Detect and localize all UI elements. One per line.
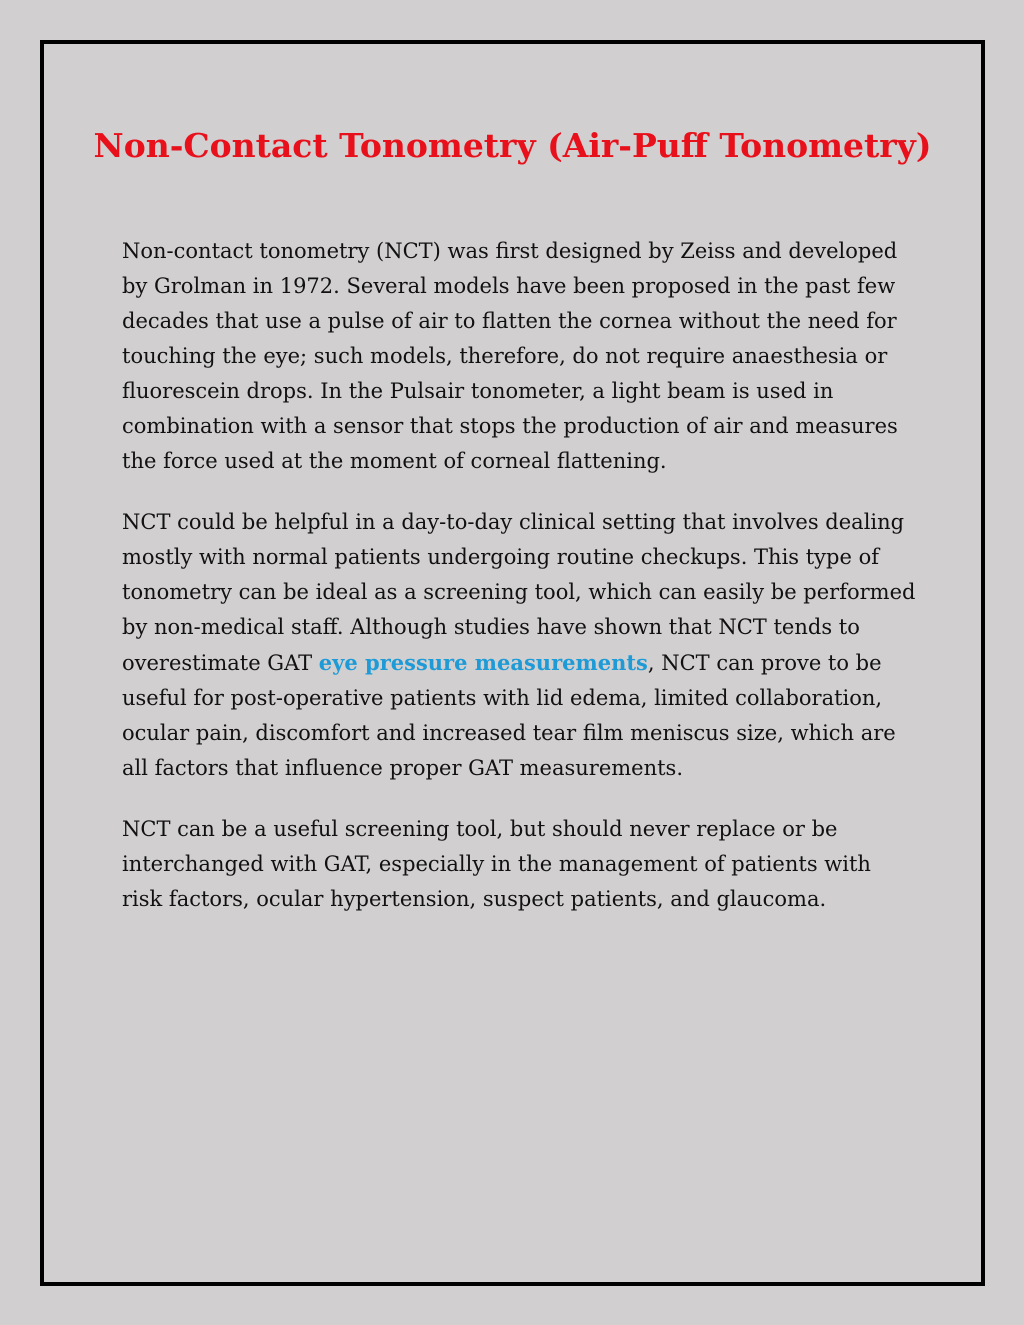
page-title: Non-Contact Tonometry (Air-Puff Tonometry) [93,126,932,165]
paragraph-2 [122,505,917,786]
paragraph-2-text-after: , NCT can prove to be useful for post-operative patients with lid edema, limited collaboration, ocular pain, discomfort and increased tear film meniscus size, which are all factors that influence proper GAT measurements. [122,651,896,780]
paragraph-2-text-before: NCT could be helpful in a day-to-day clinical setting that involves dealing mostly with normal patients undergoing routine checkups. This type of tonometry can be ideal as a screening tool, which can easily be performed by non-medical staff. Although studies have shown that NCT tends to overestimate GAT [122,510,916,675]
document-page [40,40,985,1286]
eye-pressure-measurements-link[interactable]: eye pressure measurements [318,650,648,675]
paragraph-1: Non-contact tonometry (NCT) was first designed by Zeiss and developed by Grolman in 1972. Several models have been proposed in the past few decades that use a pulse of air to flatten the cornea without the need for touching the eye; such models, therefore, do not require anaesthesia or fluorescein drops. In the Pulsair tonometer, a light beam is used in combination with a sensor that stops the production of air and measures the force used at the moment of corneal flattening. [122,239,898,473]
paragraph-3: NCT can be a useful screening tool, but should never replace or be interchanged with GAT, especially in the management of patients with risk factors, ocular hypertension, suspect patients, and glaucoma. [122,817,871,911]
document-body [122,234,917,943]
